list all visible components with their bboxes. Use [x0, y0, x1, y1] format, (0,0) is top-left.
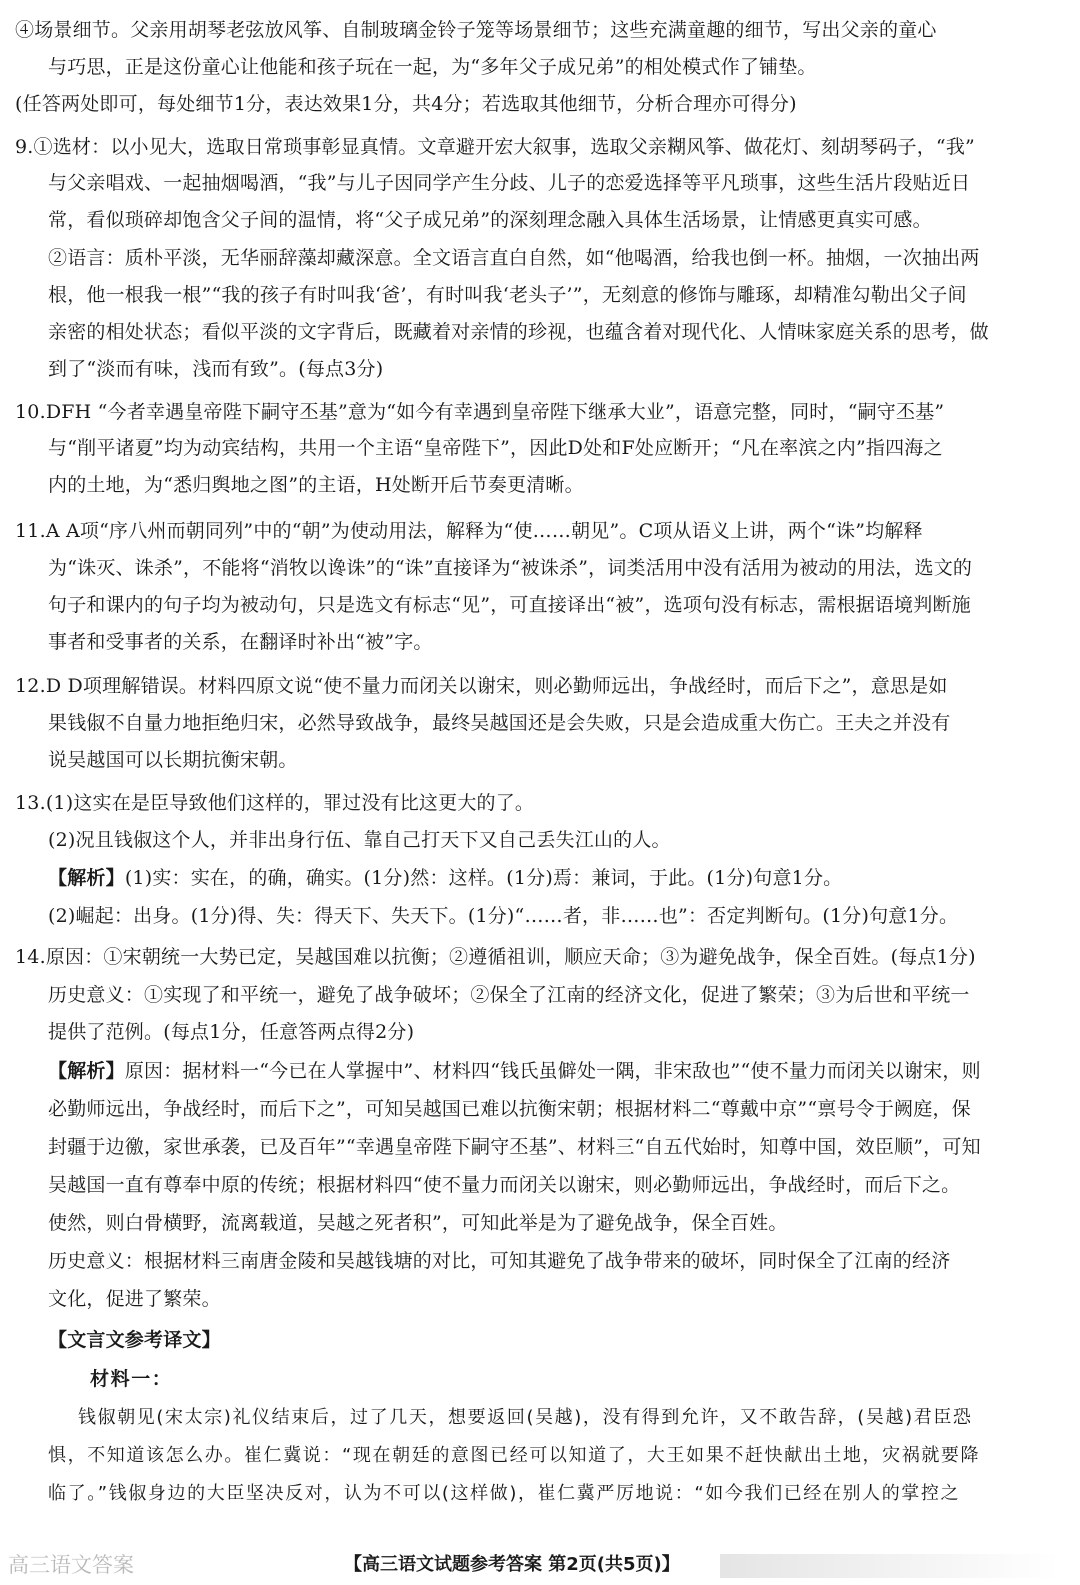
- text-line: 历史意义：根据材料三南唐金陵和吴越钱塘的对比，可知其避免了战争带来的破坏，同时保全了江南的经济: [48, 1250, 951, 1272]
- text-line: 10.DFH “今者幸遇皇帝陛下嗣守丕基”意为“如今有幸遇到皇帝陛下继承大业”，语意完整，同时，“嗣守丕基”: [15, 401, 945, 423]
- text-line: 提供了范例。(每点1分，任意答两点得2分): [48, 1021, 415, 1043]
- analysis-text: (1)实：实在，的确，确实。(1分)然：这样。(1分)焉：兼词，于此。(1分)句意1分。: [124, 867, 843, 889]
- text-line: 必勤师远出，争战经时，而后下之”，可知吴越国已难以抗衡宋朝；根据材料二“尊戴中京”“禀号令于阙庭，保: [48, 1098, 971, 1120]
- text-line: 与“削平诸夏”均为动宾结构，共用一个主语“皇帝陛下”，因此D处和F处应断开；“凡在率滨之内”指四海之: [48, 437, 943, 459]
- text-line: 使然，则白骨横野，流离载道，吴越之死者积”，可知此举是为了避免战争，保全百姓。: [48, 1212, 788, 1234]
- text-line: 句子和课内的句子均为被动句，只是选文有标志“见”，可直接译出“被”，选项句没有标志，需根据语境判断施: [48, 594, 971, 616]
- text-line: 根，他一根我一根”“我的孩子有时叫我‘爸’，有时叫我‘老头子’”，无刻意的修饰与雕琢，却精准勾勒出父子间: [48, 284, 967, 306]
- watermark: 高三语文答案: [8, 1553, 134, 1577]
- material-label: 材料一：: [90, 1368, 173, 1390]
- translation-line: 钱俶朝见(宋太宗)礼仪结束后，过了几天，想要返回(吴越)，没有得到允许，又不敢告辞，(吴越)君臣恐: [78, 1407, 973, 1428]
- scan-shadow: [720, 1554, 1060, 1578]
- text-line: 常，看似琐碎却饱含父子间的温情，将“父子成兄弟”的深刻理念融入具体生活场景，让情感更真实可感。: [48, 209, 932, 231]
- text-line: 亲密的相处状态；看似平淡的文字背后，既藏着对亲情的珍视，也蕴含着对现代化、人情味家庭关系的思考，做: [48, 321, 989, 343]
- text-line: ④场景细节。父亲用胡琴老弦放风筝、自制玻璃金铃子笼等场景细节；这些充满童趣的细节，写出父亲的童心: [15, 19, 937, 41]
- text-line: 9.①选材：以小见大，选取日常琐事彰显真情。文章避开宏大叙事，选取父亲糊风筝、做花灯、刻胡琴码子，“我”: [15, 136, 975, 158]
- analysis-label: 【解析】: [48, 867, 125, 889]
- text-line: 为“诛灭、诛杀”，不能将“消牧以谗诛”的“诛”直接译为“被诛杀”，词类活用中没有活用为被动的用法，选文的: [48, 557, 973, 579]
- text-line: (2)崛起：出身。(1分)得、失：得天下、失天下。(1分)“……者，非……也”：否定判断句。(1分)句意1分。: [48, 905, 959, 927]
- analysis-text: 原因：据材料一“今已在人掌握中”、材料四“钱氏虽僻处一隅，非宋敌也”“使不量力而闭关以谢宋，则: [124, 1060, 981, 1082]
- text-line: 说吴越国可以长期抗衡宋朝。: [48, 749, 298, 771]
- text-line: 与父亲唱戏、一起抽烟喝酒，“我”与儿子因同学产生分歧、儿子的恋爱选择等平凡琐事，这些生活片段贴近日: [48, 172, 971, 194]
- text-line: 事者和受事者的关系，在翻译时补出“被”字。: [48, 631, 433, 653]
- page-number-info: 【高三语文试题参考答案 第2页(共5页)】: [344, 1554, 680, 1575]
- text-line: [48, 863, 842, 893]
- text-line: 吴越国一直有尊奉中原的传统；根据材料四“使不量力而闭关以谢宋，则必勤师远出，争战经时，而后下之。: [48, 1174, 961, 1196]
- translation-line: 临了。”钱俶身边的大臣坚决反对，认为不可以(这样做)，崔仁冀严厉地说：“如今我们已经在别人的掌控之: [48, 1483, 961, 1504]
- text-line: 文化，促进了繁荣。: [48, 1288, 221, 1310]
- text-line: 12.D D项理解错误。材料四原文说“使不量力而闭关以谢宋，则必勤师远出，争战经时，而后下之”，意思是如: [15, 675, 948, 697]
- text-line: [48, 1056, 981, 1086]
- text-line: 到了“淡而有味，浅而有致”。(每点3分): [48, 358, 384, 380]
- analysis-label: 【解析】: [48, 1060, 125, 1082]
- text-line: (2)况且钱俶这个人，并非出身行伍、靠自己打天下又自己丢失江山的人。: [48, 829, 671, 851]
- text-line: 11.A A项“序八州而朝同列”中的“朝”为使动用法，解释为“使……朝见”。C项从语义上讲，两个“诛”均解释: [15, 520, 923, 542]
- text-line: 封疆于边徼，家世承袭，已及百年”“幸遇皇帝陛下嗣守丕基”、材料三“自五代始时，知尊中国，效臣顺”，可知: [48, 1136, 981, 1158]
- text-line: ②语言：质朴平淡，无华丽辞藻却藏深意。全文语言直白自然，如“他喝酒，给我也倒一杯。抽烟，一次抽出两: [48, 247, 980, 269]
- text-line: 与巧思，正是这份童心让他能和孩子玩在一起，为“多年父子成兄弟”的相处模式作了铺垫。: [48, 56, 817, 78]
- text-line: 13.(1)这实在是臣导致他们这样的，罪过没有比这更大的了。: [15, 792, 535, 814]
- translation-heading: 【文言文参考译文】: [48, 1329, 221, 1351]
- page-footer: [0, 1546, 1080, 1584]
- text-line: 内的土地，为“悉归舆地之图”的主语，H处断开后节奏更清晰。: [48, 474, 584, 496]
- translation-line: 惧，不知道该怎么办。崔仁冀说：“现在朝廷的意图已经可以知道了，大王如果不赶快献出土地，灾祸就要降: [48, 1445, 981, 1466]
- text-line: (任答两处即可，每处细节1分，表达效果1分，共4分；若选取其他细节，分析合理亦可得分): [15, 93, 797, 115]
- text-line: 历史意义：①实现了和平统一，避免了战争破坏；②保全了江南的经济文化，促进了繁荣；③为后世和平统一: [48, 984, 970, 1006]
- text-line: 果钱俶不自量力地拒绝归宋，必然导致战争，最终吴越国还是会失败，只是会造成重大伤亡。王夫之并没有: [48, 712, 951, 734]
- text-line: 14.原因：①宋朝统一大势已定，吴越国难以抗衡；②遵循祖训，顺应天命；③为避免战争，保全百姓。(每点1分): [15, 946, 976, 968]
